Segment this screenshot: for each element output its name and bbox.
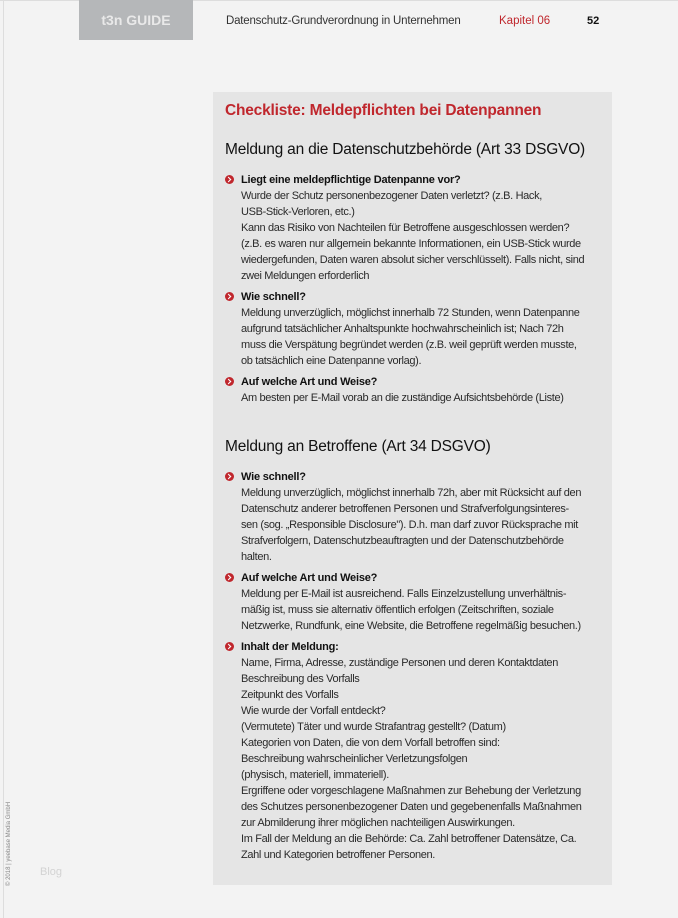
section-heading: Meldung an Betroffene (Art 34 DSGVO) <box>225 438 491 455</box>
item-line: Wurde der Schutz personenbezogener Daten verletzt? (z.B. Hack, <box>241 190 542 202</box>
checklist-item <box>225 374 605 406</box>
item-line: wiedergefunden, Daten waren absolut sicher verschlüsselt). Falls nicht, sind <box>241 254 585 266</box>
item-line: muss die Verspätung begründet werden (z.B. weil geprüft werden musste, <box>241 339 577 351</box>
bullet-check-icon <box>225 292 234 301</box>
item-line: Ergriffene oder vorgeschlagene Maßnahmen zur Behebung der Verletzung <box>241 785 581 797</box>
item-line: (z.B. es waren nur allgemein bekannte Informationen, ein USB-Stick wurde <box>241 238 581 250</box>
checklist-box <box>213 92 612 885</box>
item-line: Am besten per E-Mail vorab an die zuständige Aufsichtsbehörde (Liste) <box>241 392 564 404</box>
watermark: Blog <box>40 866 63 878</box>
item-line: Beschreibung wahrscheinlicher Verletzungsfolgen <box>241 753 468 765</box>
checklist-item <box>225 289 605 369</box>
bullet-check-icon <box>225 642 234 651</box>
item-line: zwei Meldungen erforderlich <box>241 270 370 282</box>
item-title: Auf welche Art und Weise? <box>241 572 378 584</box>
item-line: Netzwerke, Rundfunk, eine Website, die Betroffene regelmäßig besuchen.) <box>241 620 581 632</box>
checklist-item <box>225 570 605 634</box>
item-line: sen (sog. „Responsible Disclosure"). D.h. man darf zuvor Rücksprache mit <box>241 519 578 531</box>
checklist-item <box>225 639 605 863</box>
bullet-check-icon <box>225 377 234 386</box>
item-line: Name, Firma, Adresse, zuständige Personen und deren Kontaktdaten <box>241 657 558 669</box>
copyright-note: © 2018 | yeebase Media GmbH <box>6 801 12 886</box>
item-line: Zeitpunkt des Vorfalls <box>241 689 339 701</box>
checklist-title: Checkliste: Meldepflichten bei Datenpannen <box>225 102 542 119</box>
item-line: Zahl und Kategorien betroffener Personen. <box>241 849 435 861</box>
section-items <box>225 172 605 411</box>
item-title: Wie schnell? <box>241 291 306 303</box>
bullet-check-icon <box>225 472 234 481</box>
running-title: Datenschutz-Grundverordnung in Unternehmen <box>226 15 461 27</box>
chapter-label: Kapitel 06 <box>499 15 551 27</box>
item-line: Wie wurde der Vorfall entdeckt? <box>241 705 386 717</box>
bullet-check-icon <box>225 175 234 184</box>
page-left-border <box>3 0 4 918</box>
item-line: ob tatsächlich eine Datenpanne vorlag). <box>241 355 422 367</box>
item-title: Inhalt der Meldung: <box>241 641 339 653</box>
item-title: Wie schnell? <box>241 471 306 483</box>
checklist-item <box>225 469 605 565</box>
page-number: 52 <box>587 15 600 27</box>
item-line: mäßig ist, muss sie alternativ öffentlich erfolgen (Zeitschriften, soziale <box>241 604 554 616</box>
brand-tab: t3n GUIDE <box>79 0 193 40</box>
item-title: Liegt eine meldepflichtige Datenpanne vor? <box>241 174 461 186</box>
item-line: USB-Stick-Verloren, etc.) <box>241 206 355 218</box>
item-line: Beschreibung des Vorfalls <box>241 673 360 685</box>
item-line: Kategorien von Daten, die von dem Vorfall betroffen sind: <box>241 737 500 749</box>
item-line: Meldung unverzüglich, möglichst innerhalb 72 Stunden, wenn Datenpanne <box>241 307 580 319</box>
item-line: Meldung per E-Mail ist ausreichend. Falls Einzelzustellung unverhältnis- <box>241 588 567 600</box>
item-title: Auf welche Art und Weise? <box>241 376 378 388</box>
item-line: zur Abmilderung ihrer möglichen nachteiligen Auswirkungen. <box>241 817 515 829</box>
item-line: Kann das Risiko von Nachteilen für Betroffene ausgeschlossen werden? <box>241 222 570 234</box>
item-line: Datenschutz anderer betroffenen Personen und Strafverfolgungsinteres- <box>241 503 569 515</box>
item-line: halten. <box>241 551 272 563</box>
item-line: (physisch, materiell, immateriell). <box>241 769 389 781</box>
item-line: des Schutzes personenbezogener Daten und gegebenenfalls Maßnahmen <box>241 801 582 813</box>
bullet-check-icon <box>225 573 234 582</box>
section-items <box>225 469 605 868</box>
item-line: aufgrund tatsächlicher Anhaltspunkte hochwahrscheinlich ist; Nach 72h <box>241 323 564 335</box>
item-line: Meldung unverzüglich, möglichst innerhalb 72h, aber mit Rücksicht auf den <box>241 487 582 499</box>
item-line: Strafverfolgern, Datenschutzbeauftragten und der Datenschutzbehörde <box>241 535 564 547</box>
section-heading: Meldung an die Datenschutzbehörde (Art 33 DSGVO) <box>225 141 586 158</box>
checklist-item <box>225 172 605 284</box>
item-line: Im Fall der Meldung an die Behörde: Ca. Zahl betroffener Datensätze, Ca. <box>241 833 577 845</box>
item-line: (Vermutete) Täter und wurde Strafantrag gestellt? (Datum) <box>241 721 506 733</box>
